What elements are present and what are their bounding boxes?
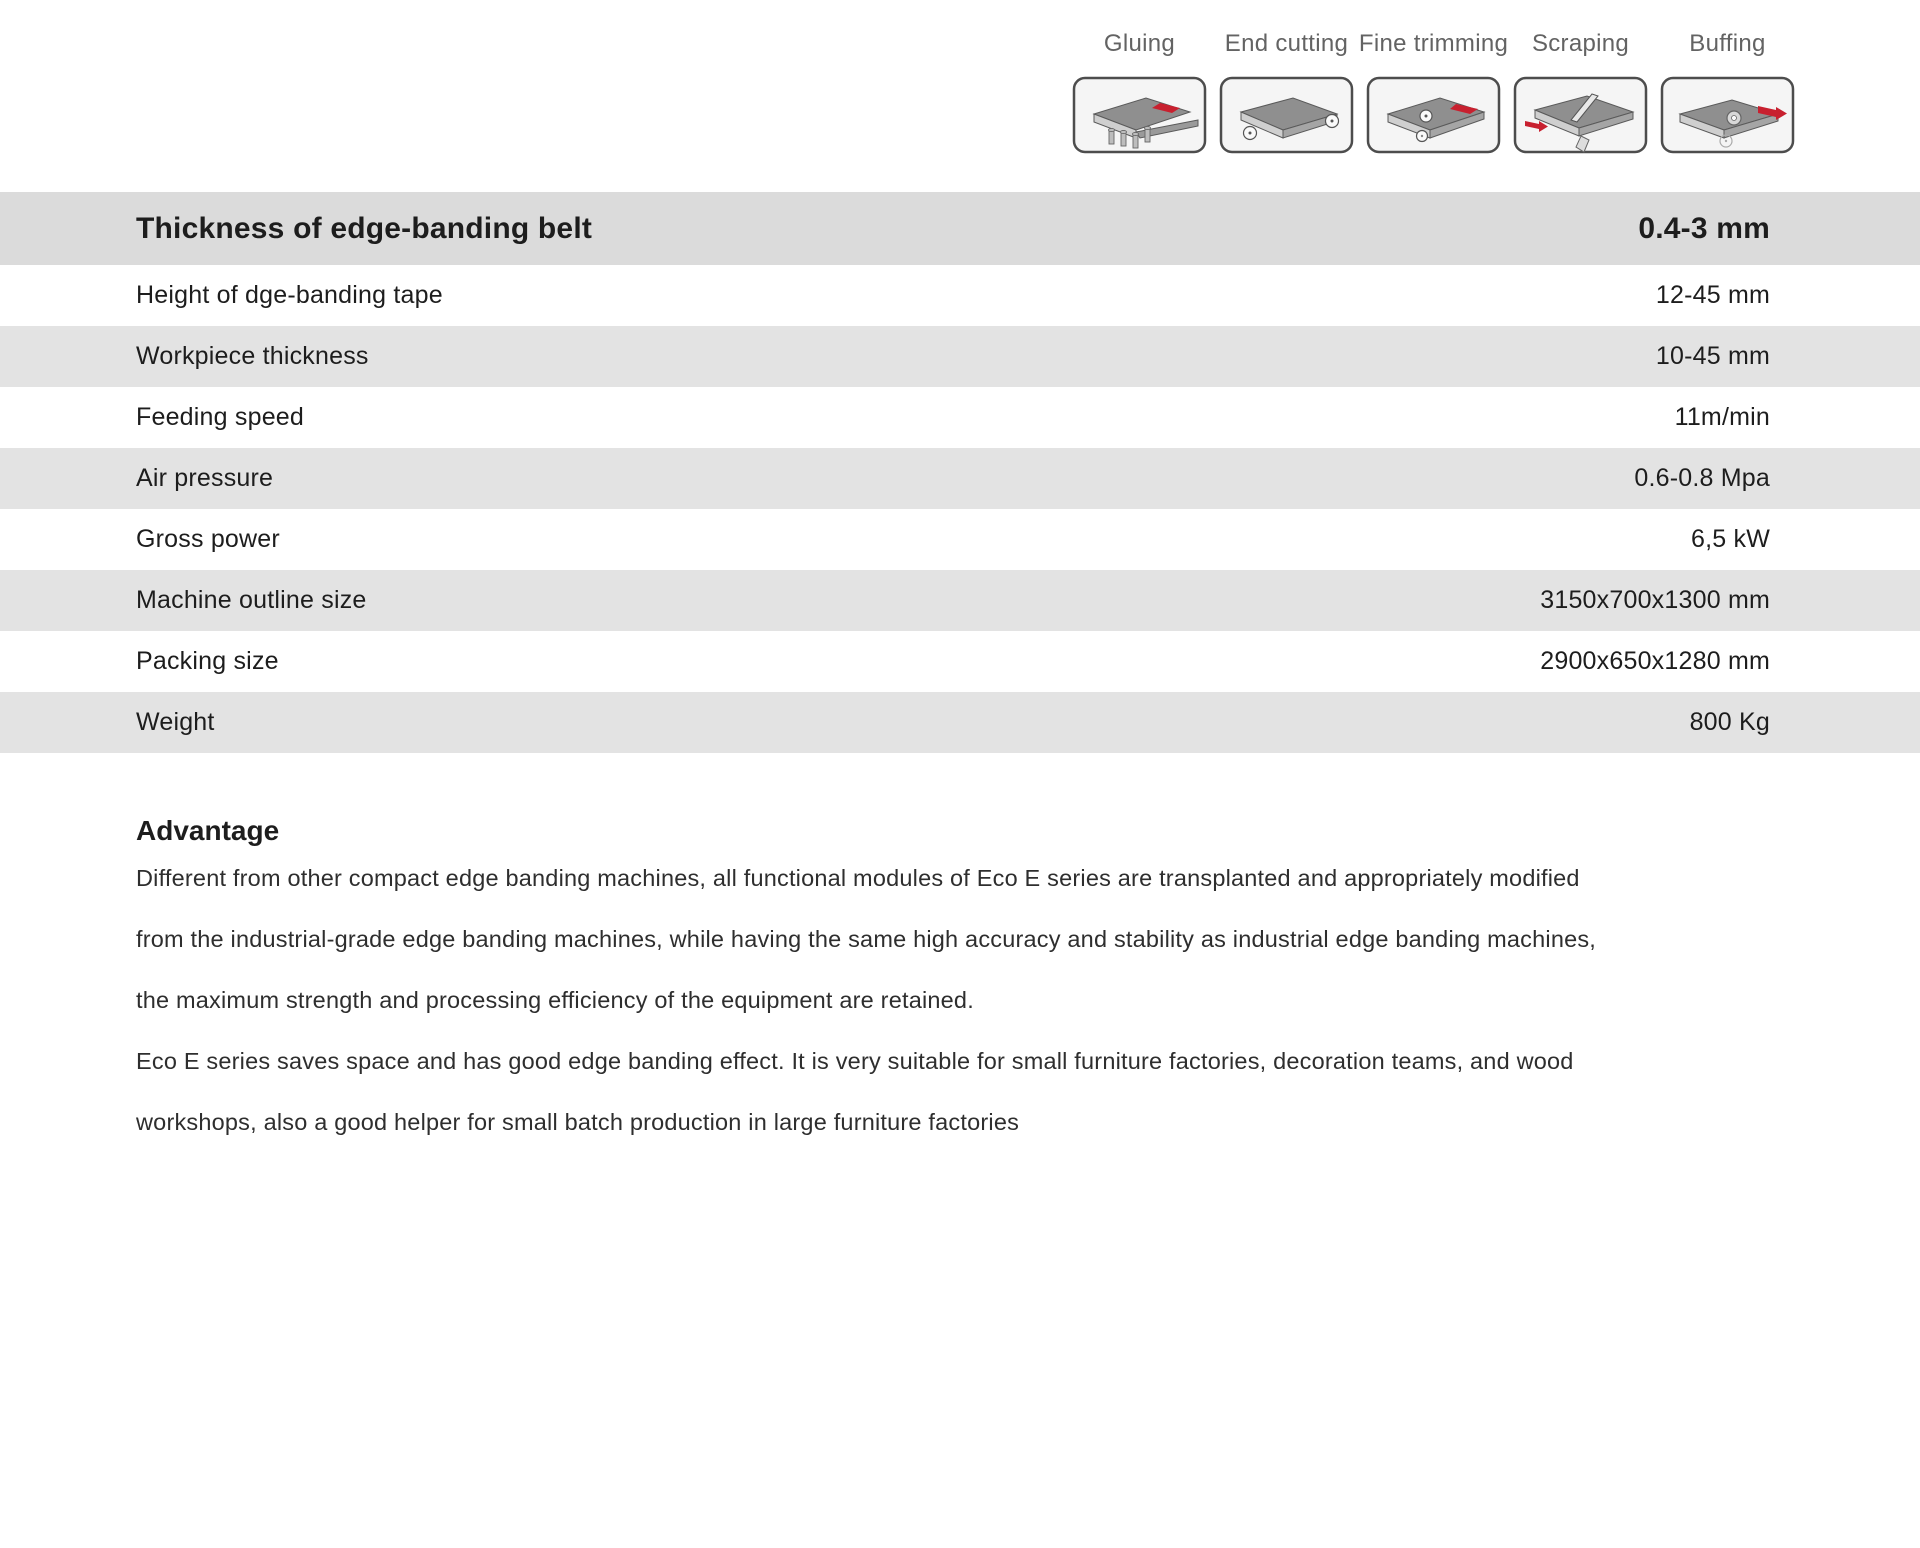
process-step-fine-trimming bbox=[1358, 30, 1509, 154]
spec-row-gross-power bbox=[0, 509, 1920, 570]
spec-value: 2900x650x1280 mm bbox=[1540, 647, 1770, 675]
spec-header-label: Thickness of edge-banding belt bbox=[136, 211, 593, 245]
process-step-end-cutting bbox=[1219, 30, 1354, 154]
spec-row-feeding-speed bbox=[0, 387, 1920, 448]
fine-trimming-label: Fine trimming bbox=[1358, 30, 1509, 57]
spec-label: Machine outline size bbox=[136, 586, 367, 614]
spec-row-height-of-tape bbox=[0, 265, 1920, 326]
advantage-heading: Advantage bbox=[136, 815, 280, 846]
buffing-label: Buffing bbox=[1689, 30, 1766, 57]
end-cutting-label: End cutting bbox=[1224, 30, 1349, 57]
spec-row-header bbox=[0, 192, 1920, 265]
spec-value: 11m/min bbox=[1674, 403, 1770, 431]
buffing-icon bbox=[1660, 76, 1795, 154]
spec-row-machine-outline-size bbox=[0, 570, 1920, 631]
advantage-line: the maximum strength and processing efficiency of the equipment are retained. bbox=[136, 987, 974, 1013]
spec-label: Gross power bbox=[136, 525, 280, 553]
gluing-icon bbox=[1072, 76, 1207, 154]
spec-value: 0.6-0.8 Mpa bbox=[1634, 464, 1770, 492]
spec-table bbox=[0, 192, 1920, 753]
advantage-line: Different from other compact edge banding machines, all functional modules of Eco E series are transplanted and appropriately modified bbox=[136, 865, 1580, 891]
spec-row-packing-size bbox=[0, 631, 1920, 692]
spec-row-air-pressure bbox=[0, 448, 1920, 509]
spec-value: 3150x700x1300 mm bbox=[1540, 586, 1770, 614]
spec-label: Height of dge-banding tape bbox=[136, 281, 443, 309]
fine-trimming-icon bbox=[1366, 76, 1501, 154]
spec-row-workpiece-thickness bbox=[0, 326, 1920, 387]
advantage-section bbox=[136, 814, 1800, 1153]
scraping-icon bbox=[1513, 76, 1648, 154]
process-step-gluing bbox=[1072, 30, 1207, 154]
spec-value: 10-45 mm bbox=[1655, 342, 1770, 370]
spec-label: Feeding speed bbox=[136, 403, 305, 431]
scraping-label: Scraping bbox=[1531, 30, 1630, 57]
spec-label: Weight bbox=[136, 708, 215, 736]
gluing-label: Gluing bbox=[1103, 30, 1176, 57]
advantage-paragraphs bbox=[136, 848, 1800, 1153]
end-cutting-icon bbox=[1219, 76, 1354, 154]
spec-value: 12-45 mm bbox=[1655, 281, 1770, 309]
spec-value: 800 Kg bbox=[1689, 708, 1770, 736]
spec-label: Packing size bbox=[136, 647, 279, 675]
spec-label: Workpiece thickness bbox=[136, 342, 369, 370]
process-icons-row bbox=[1072, 30, 1795, 154]
spec-header-value: 0.4-3 mm bbox=[1638, 211, 1770, 245]
spec-value: 6,5 kW bbox=[1691, 525, 1770, 553]
spec-row-weight bbox=[0, 692, 1920, 753]
process-step-buffing bbox=[1660, 30, 1795, 154]
process-step-scraping bbox=[1513, 30, 1648, 154]
advantage-line: workshops, also a good helper for small batch production in large furniture factories bbox=[136, 1109, 1020, 1135]
advantage-line: from the industrial-grade edge banding machines, while having the same high accuracy and stability as industrial edge banding machines, bbox=[136, 926, 1597, 952]
advantage-line: Eco E series saves space and has good edge banding effect. It is very suitable for small furniture factories, decoration teams, and wood bbox=[136, 1048, 1574, 1074]
spec-label: Air pressure bbox=[136, 464, 274, 492]
